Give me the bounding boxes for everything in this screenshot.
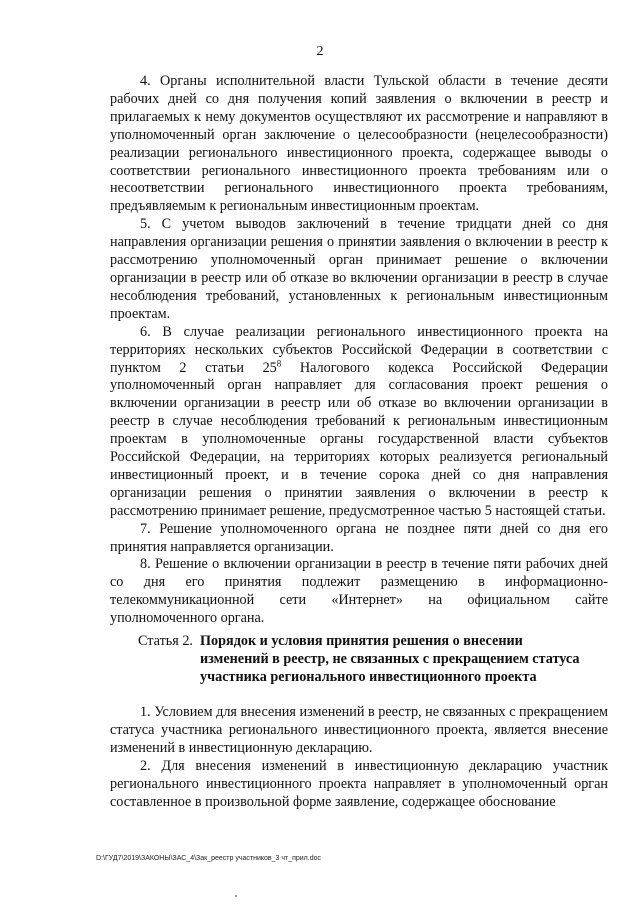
scan-artifact: [235, 895, 237, 897]
paragraph-4: 4. Органы исполнительной власти Тульской области в течение десяти рабочих дней со дня получения копий заявления о включении в реестр и прилагаемых к нему документов осуществляют их рассмотрение и направляют в уполномоченный орган заключение о целесообразности (нецелесообразности) реализации регионального инвестиционного проекта, содержащее выводы о соответствии регионального инвестиционного проекта требованиям или о несоответствии регионального инвестиционного проекта требованиям, предъявляемым к региональным инвестиционным проектам.: [110, 73, 608, 215]
paragraph-6-part-2: Налогового кодекса Российской Федерации уполномоченный орган направляет для согласования проект решения о включении организации в реестр или об отказе во включении организации в реестр в случае несоблюдения требований к региональным инвестиционным проектам в уполномоченные органы государственной власти субъектов Российской Федерации, на территориях которых реализуется региональный инвестиционный проект, и в течение сорока дней со дня направления организации решения о принятии заявления о включении в реестр к рассмотрению принимает решение, предусмотренное частью 5 настоящей статьи.: [110, 359, 608, 519]
article-2-body: [110, 704, 608, 811]
article-2-heading: [110, 632, 608, 686]
article-1-continuation: [110, 73, 608, 628]
paragraph-6: [110, 324, 608, 521]
article-2-paragraph-2: 2. Для внесения изменений в инвестиционную декларацию участник регионального инвестиционного проекта направляет в уполномоченный орган составленное в произвольной форме заявление, содержащее обоснование: [110, 757, 608, 810]
page-number: 2: [316, 44, 324, 59]
article-2-title-line-3: участника регионального инвестиционного проекта: [200, 669, 537, 685]
article-2-prefix: Статья 2.: [138, 633, 193, 649]
file-path-footer: D:\ГУД7\2019\ЗАКОНЫ\ЗАС_4\Зак_реестр участников_3 чт_прил.doc: [96, 855, 321, 862]
paragraph-8: 8. Решение о включении организации в реестр в течение пяти рабочих дней со дня его принятия подлежит размещению в информационно-телекоммуникационной сети «Интернет» на официальном сайте уполномоченного органа.: [110, 556, 608, 627]
article-2-title-line-1: Порядок и условия принятия решения о внесении: [200, 633, 523, 649]
article-number-superscript: 8: [276, 357, 282, 368]
article-2-title-line-2: изменений в реестр, не связанных с прекращением статуса: [200, 651, 580, 667]
paragraph-7: 7. Решение уполномоченного органа не позднее пяти дней со дня его принятия направляется организации.: [110, 520, 608, 555]
paragraph-5: 5. С учетом выводов заключений в течение тридцати дней со дня направления организации решения о принятии заявления о включении в реестр к рассмотрению уполномоченный орган принимает решение о включении организации в реестр или об отказе во включении организации в реестр в случае несоблюдения требований, установленных к региональным инвестиционным проектам.: [110, 216, 608, 322]
article-2-paragraph-1: 1. Условием для внесения изменений в реестр, не связанных с прекращением статуса участника регионального инвестиционного проекта, является внесение изменений в инвестиционную декларацию.: [110, 704, 608, 756]
paragraph-6-part-1: 6. В случае реализации регионального инвестиционного проекта на территориях нескольких субъектов Российской Федерации в соответствии с пунктом 2 статьи 25: [110, 323, 608, 376]
